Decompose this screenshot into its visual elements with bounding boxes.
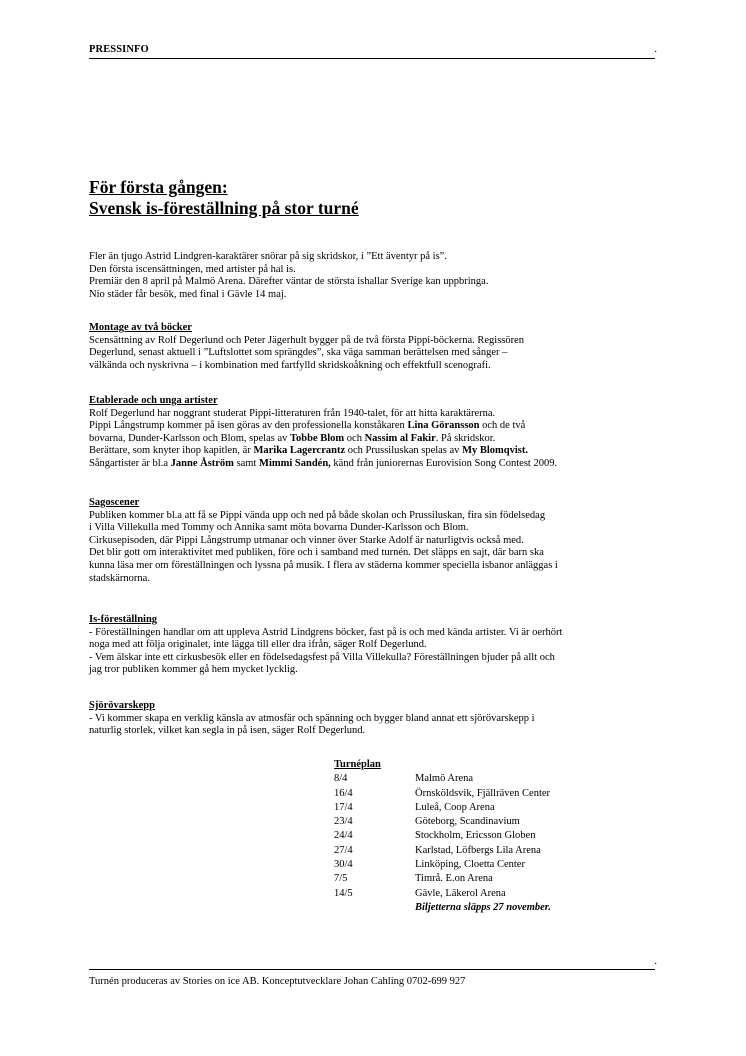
tour-row (334, 815, 551, 829)
tour-date: 27/4 (334, 844, 353, 856)
ticket-note: Biljetterna släpps 27 november. (415, 901, 551, 913)
section-heading: Montage av två böcker (89, 322, 192, 333)
body-line: i Villa Villekulla med Tommy och Annika samt möta bovarna Dunder-Karlsson och Blom. (89, 522, 469, 534)
body-line (89, 445, 669, 458)
tour-venue: Timrå. E.on Arena (415, 873, 493, 885)
body-line: Det blir gott om interaktivitet med publiken, före och i samband med turnén. Det släpps en sajt, där barn ska (89, 547, 544, 559)
tour-row (334, 887, 551, 901)
tour-date: 30/4 (334, 859, 353, 871)
tour-row (334, 772, 551, 786)
section-heading: Is-föreställning (89, 614, 158, 625)
artist-name: Marika Lagercrantz (253, 445, 346, 457)
body-line (89, 420, 669, 433)
body-line: - Vem älskar inte ett cirkusbesök eller en födelsedagsfest på Villa Villekulla? Föreställningen bjuder på allt och (89, 651, 555, 663)
intro-paragraph (89, 251, 669, 301)
body-line: Cirkusepisoden, där Pippi Långstrump utmanar och vinner över Starke Adolf är naturligtvis också med. (89, 534, 524, 546)
body-line: stadskärnorna. (89, 572, 150, 584)
body-line: Degerlund, senast aktuell i ”Luftslottet som sprängdes”, ska väga samman berättelsen med sånger – (89, 347, 508, 359)
tour-date: 14/5 (334, 887, 353, 899)
body-line: kunna läsa mer om föreställningen och lyssna på musik. I flera av städerna kommer speciella isbanor anläggas i (89, 559, 558, 571)
body-line: noga med att följa originalet, inte lägga till eller dra ifrån, säger Rolf Degerlund. (89, 639, 427, 651)
body-line: naturlig storlek, vilket kan segla in på isen, säger Rolf Degerlund. (89, 725, 366, 737)
tour-venue: Örnsköldsvik, Fjällräven Center (415, 787, 551, 799)
tour-row (334, 829, 551, 843)
tour-date: 16/4 (334, 787, 353, 799)
text-run: Sångartister är bl.a (89, 457, 171, 469)
tour-venue: Linköping, Cloetta Center (415, 859, 525, 871)
tour-venue: Stockholm, Ericsson Globen (415, 830, 536, 842)
tour-heading: Turnéplan (334, 759, 381, 770)
tour-row (334, 801, 551, 815)
tour-date: 8/4 (334, 773, 348, 785)
body-line: jag tror publiken kommer gå hem mycket lycklig. (89, 664, 298, 676)
section-heading: Sjörövarskepp (89, 700, 155, 711)
tour-row (334, 872, 551, 886)
tour-date: 17/4 (334, 801, 353, 813)
tour-date: 7/5 (334, 873, 348, 885)
artist-name: My Blomqvist. (462, 445, 528, 457)
artist-name: Tobbe Blom (290, 432, 345, 444)
page-footer (89, 956, 657, 987)
header-label: PRESSINFO (89, 44, 149, 55)
text-run: och Prussiluskan spelas av (345, 445, 463, 457)
intro-line: Nio städer får besök, med final i Gävle 14 maj. (89, 288, 287, 300)
tour-venue: Gävle, Läkerol Arena (415, 887, 506, 899)
artist-name: Lina Göransson (407, 420, 480, 432)
intro-line: Fler än tjugo Astrid Lindgren-karaktärer snörar på sig skridskor, i ”Ett äventyr på is”. (89, 251, 447, 262)
text-run: Pippi Långstrump kommer på isen göras av den professionella konståkaren (89, 420, 408, 432)
section-montage (89, 322, 669, 372)
header-dot: . (654, 44, 657, 55)
tour-row (334, 844, 551, 858)
section-heading: Sagoscener (89, 497, 140, 508)
intro-line: Den första iscensättningen, med artister på hal is. (89, 263, 296, 275)
text-run: och (344, 432, 365, 444)
body-line (89, 433, 669, 446)
page-header (89, 44, 655, 59)
text-run: . På skridskor. (435, 432, 496, 444)
artist-name: Mimmi Sandén, (259, 457, 331, 469)
tour-venue: Göteborg, Scandinavium (415, 816, 520, 828)
page-title (89, 177, 359, 219)
tour-venue: Luleå, Coop Arena (415, 801, 495, 813)
text-run: och de två (479, 420, 526, 432)
body-line: välkända och nyskrivna – i kombination med fartfylld skridskoåkning och effektfull scenografi. (89, 359, 491, 371)
tour-venue: Malmö Arena (415, 773, 474, 785)
title-line-2: Svensk is-föreställning på stor turné (89, 198, 359, 218)
text-run: samt (233, 457, 260, 469)
body-line: - Vi kommer skapa en verklig känsla av atmosfär och spänning och bygger bland annat ett sjörövarskepp i (89, 712, 535, 724)
section-isforestallning (89, 614, 669, 677)
body-line: - Föreställningen handlar om att uppleva Astrid Lindgrens böcker, fast på is och med kända artister. Vi är oerhört (89, 626, 563, 638)
footer-text: Turnén produceras av Stories on ice AB. Konceptutvecklare Johan Cahling 0702-699 927 (89, 976, 466, 987)
body-line: Rolf Degerlund har noggrant studerat Pippi-litteraturen från 1940-talet, för att hitta karaktärerna. (89, 407, 496, 419)
tour-date: 23/4 (334, 816, 353, 828)
tour-schedule (334, 758, 551, 915)
section-artists (89, 395, 669, 471)
artist-name: Janne Åström (170, 457, 234, 469)
text-run: bovarna, Dunder-Karlsson och Blom, spelas av (89, 432, 290, 444)
body-line: Scensättning av Rolf Degerlund och Peter Jägerhult bygger på de två första Pippi-böckerna. Regissören (89, 334, 525, 346)
section-heading: Etablerade och unga artister (89, 395, 218, 406)
text-run: känd från juniorernas Eurovision Song Contest 2009. (330, 457, 558, 469)
artist-name: Nassim al Fakir (364, 432, 436, 444)
section-sjorovarskepp (89, 700, 669, 738)
body-line: Publiken kommer bl.a att få se Pippi vända upp och ned på både skolan och Prussiluskan, fira sin födelsedag (89, 509, 546, 521)
body-line (89, 458, 669, 471)
tour-row (334, 787, 551, 801)
title-line-1: För första gången: (89, 177, 228, 197)
footer-dot: . (654, 956, 657, 967)
tour-date: 24/4 (334, 830, 353, 842)
tour-venue: Karlstad, Löfbergs Lila Arena (415, 844, 541, 856)
section-sagoscener (89, 497, 669, 585)
intro-line: Premiär den 8 april på Malmö Arena. Därefter väntar de största ishallar Sverige kan uppbringa. (89, 276, 489, 288)
text-run: Berättare, som knyter ihop kapitlen, är (89, 445, 254, 457)
tour-row (334, 858, 551, 872)
